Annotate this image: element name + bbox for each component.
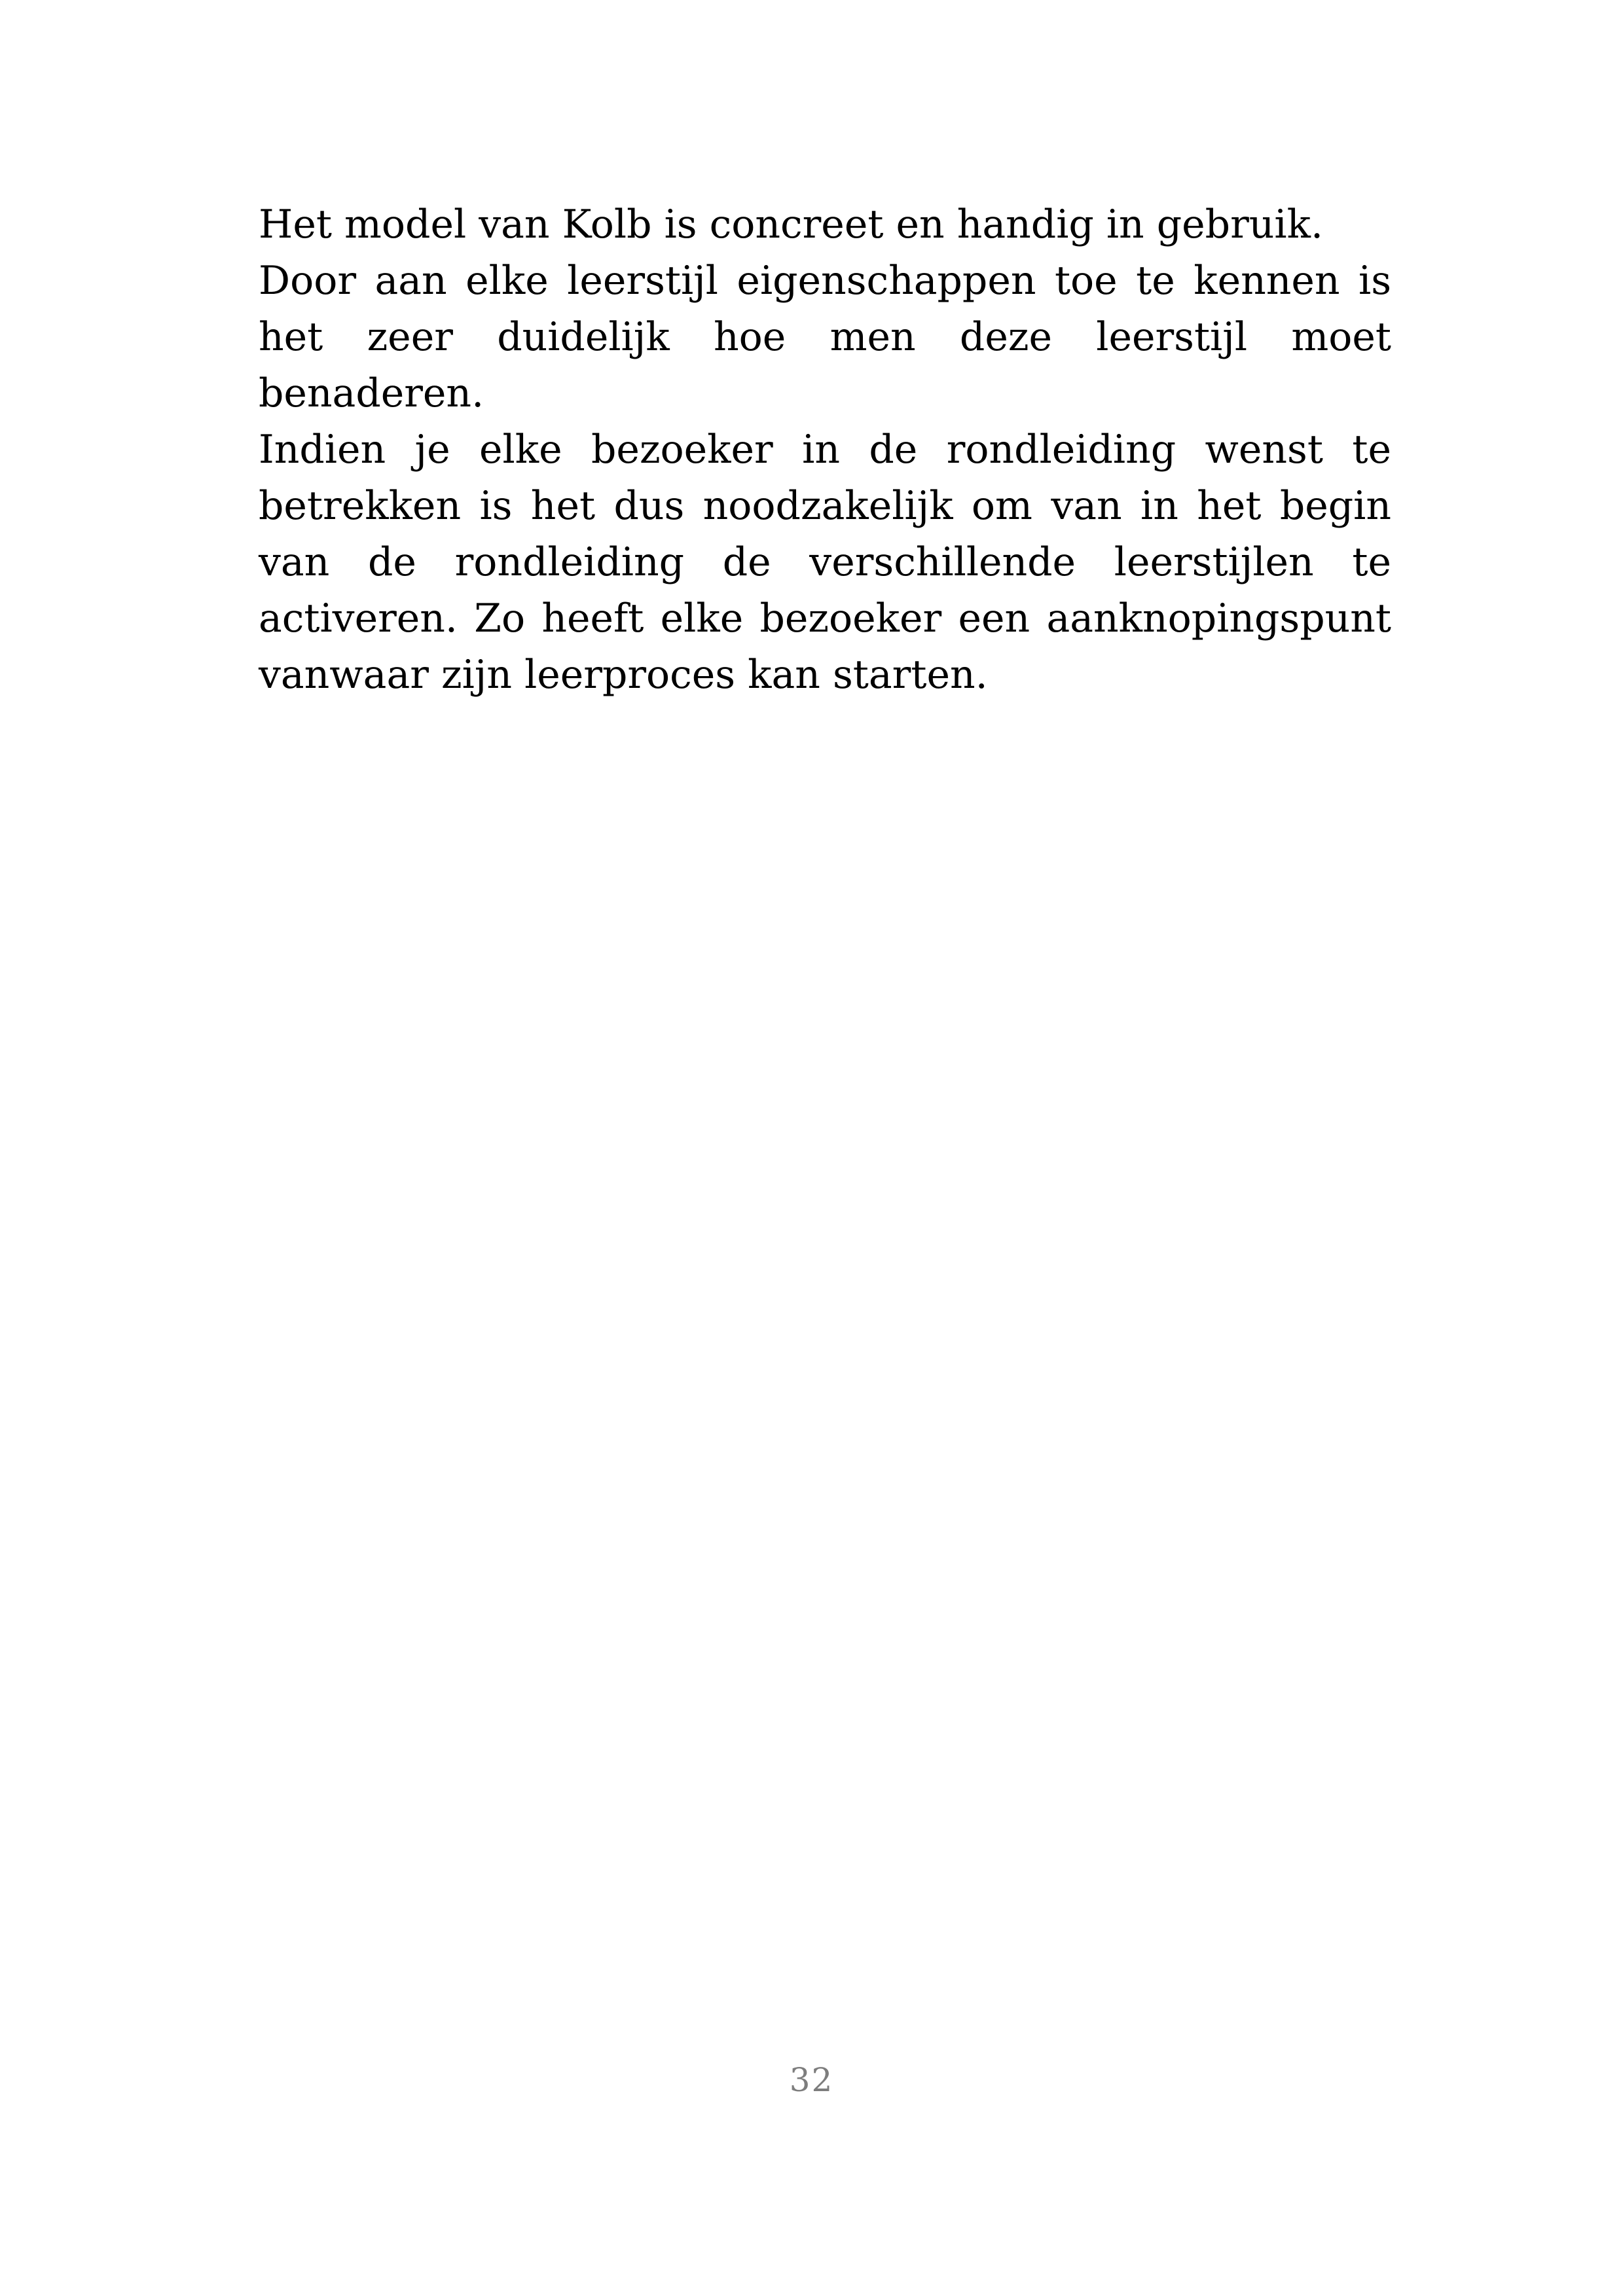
body-text-line: betrekken is het dus noodzakelijk om van in het begin [259, 483, 1391, 529]
body-text-line: van de rondleiding de verschillende leerstijlen te [259, 539, 1391, 585]
body-paragraph [259, 196, 1391, 703]
body-text-line: activeren. Zo heeft elke bezoeker een aanknopingspunt [259, 596, 1391, 641]
body-text-line: vanwaar zijn leerproces kan starten. [259, 652, 988, 698]
body-text-line: Indien je elke bezoeker in de rondleiding wenst te [259, 427, 1391, 473]
body-text-line: het zeer duidelijk hoe men deze leerstijl moet benaderen. [259, 314, 1391, 416]
body-text-line: Het model van Kolb is concreet en handig in gebruik. [259, 202, 1324, 247]
body-text-line: Door aan elke leerstijl eigenschappen toe te kennen is [259, 258, 1391, 304]
page-number: 32 [789, 2061, 834, 2099]
